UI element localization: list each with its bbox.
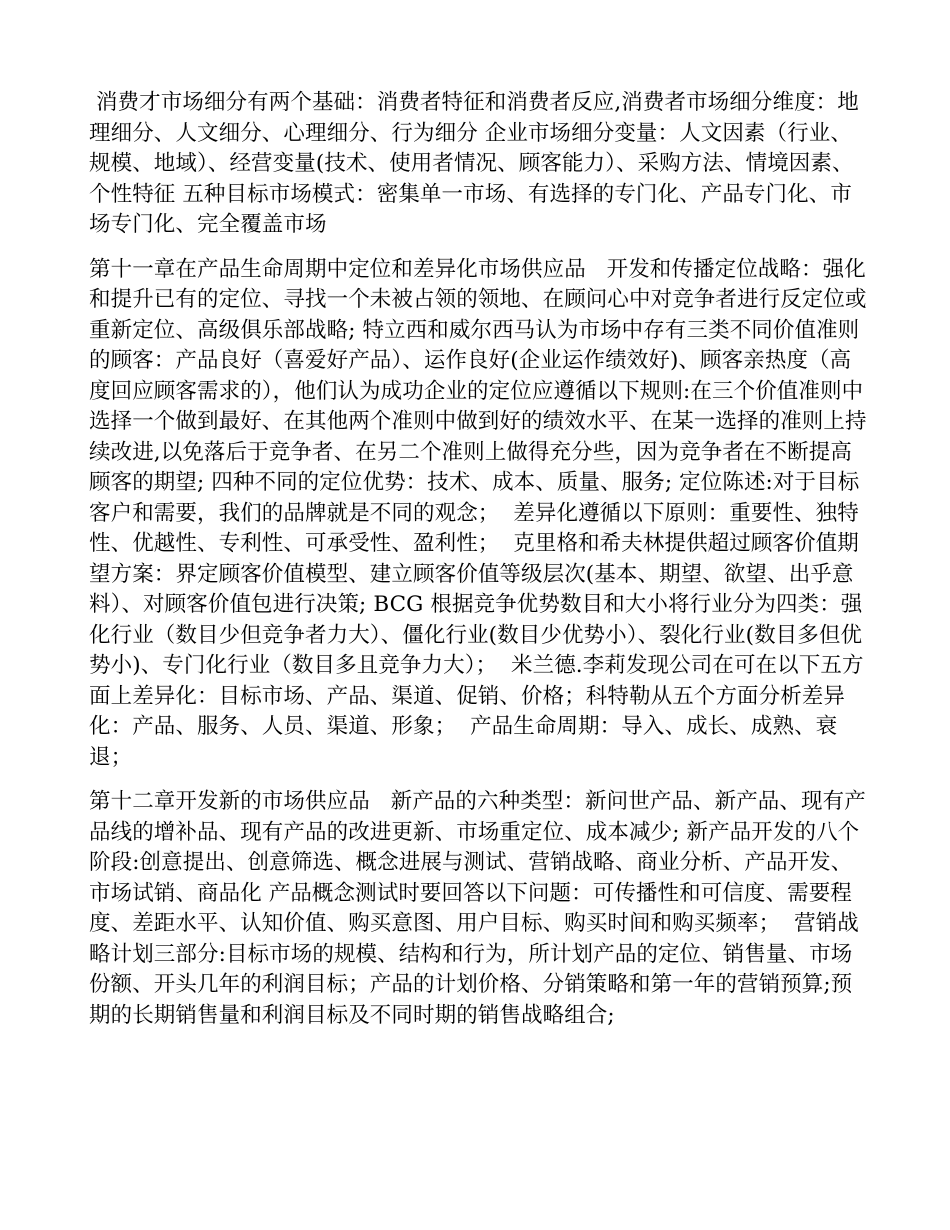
paragraph-market-segmentation: 消费才市场细分有两个基础：消费者特征和消费者反应,消费者市场细分维度：地理细分、人文细分、心理细分、行为细分 企业市场细分变量：人文因素（行业、规模、地域）、经营变量(技术、使用者情况、顾客能力）、采购方法、情境因素、个性特征 五种目标市场模式：密集单一市场、有选择的专门化、产品专门化、市场专门化、完全覆盖市场 bbox=[89, 90, 859, 237]
paragraph-chapter-12-new-offerings: 第十二章开发新的市场供应品 新产品的六种类型：新问世产品、新产品、现有产品线的增补品、现有产品的改进更新、市场重定位、成本减少; 新产品开发的八个阶段:创意提出、创意筛选、概念进展与测试、营销战略、商业分析、产品开发、市场试销、商品化 产品概念测试时要回答以下问题：可传播性和可信度、需要程度、差距水平、认知价值、购买意图、用户目标、购买时间和购买频率； 营销战略计划三部分:目标市场的规模、结构和行为，所计划产品的定位、销售量、市场份额、开头几年的利润目标；产品的计划价格、分销策略和第一年的营销预算;预期的长期销售量和利润目标及不同时期的销售战略组合; bbox=[89, 789, 866, 1028]
paragraph-chapter-11-positioning: 第十一章在产品生命周期中定位和差异化市场供应品 开发和传播定位战略：强化和提升已有的定位、寻找一个未被占领的领地、在顾问心中对竞争者进行反定位或重新定位、高级俱乐部战略; 特立西和威尔西马认为市场中存有三类不同价值准则的顾客：产品良好（喜爱好产品）、运作良好(企业运作绩效好)、顾客亲热度（高度回应顾客需求的），他们认为成功企业的定位应遵循以下规则:在三个价值准则中选择一个做到最好、在其他两个准则中做到好的绩效水平、在某一选择的准则上持续改进,以免落后于竞争者、在另二个准则上做得充分些，因为竞争者在不断提高顾客的期望; 四种不同的定位优势：技术、成本、质量、服务; 定位陈述:对于目标客户和需要，我们的品牌就是不同的观念； 差异化遵循以下原则：重要性、独特性、优越性、专利性、可承受性、盈利性； 克里格和希夫林提供超过顾客价值期望方案：界定顾客价值模型、建立顾客价值等级层次(基本、期望、欲望、出乎意料）、对顾客价值包进行决策; BCG 根据竞争优势数目和大小将行业分为四类：强化行业（数目少但竞争者力大）、僵化行业(数目少优势小）、裂化行业(数目多但优势小)、专门化行业（数目多且竞争力大）； 米兰德.李莉发现公司在可在以下五方面上差异化：目标市场、产品、渠道、促销、价格；科特勒从五个方面分析差异化：产品、服务、人员、渠道、形象； 产品生命周期：导入、成长、成熟、衰退； bbox=[89, 256, 867, 770]
document-body bbox=[89, 88, 869, 1045]
